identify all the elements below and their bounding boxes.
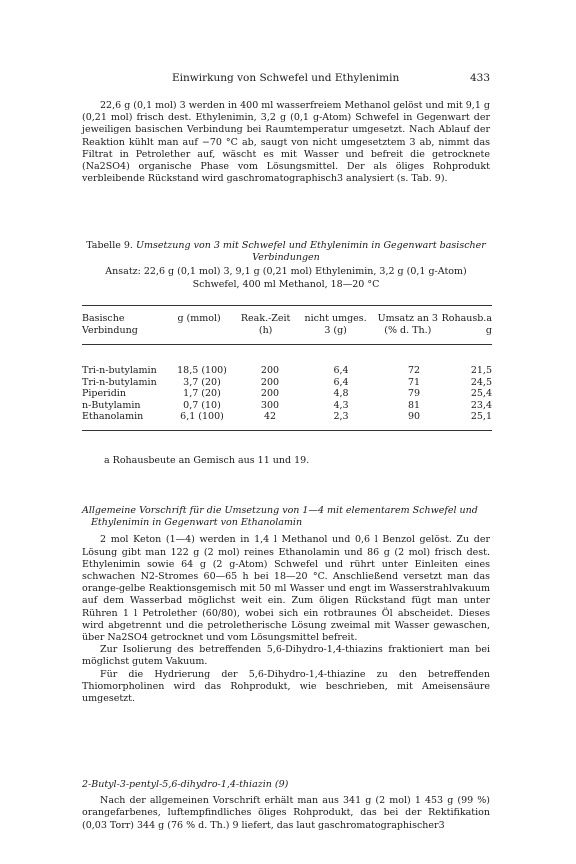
table-ansatz [82,266,490,290]
data-table [82,313,492,336]
isolation-text: Zur Isolierung des betreffenden 5,6-Dihydro-1,4-thiazins fraktioniert man bei möglichst gutem Vakuum. [82,644,490,668]
table-cell: 4,3 [333,399,349,411]
table-cell: 18,5 (100) [177,365,227,376]
section-heading-line-1: Allgemeine Vorschrift für die Umsetzung von 1—4 mit elementarem Schwefel und [82,505,478,516]
table-cell: 25,1 [470,411,492,423]
table-cell: 81 [407,399,421,411]
table-header-row [82,313,492,325]
table-footnote: a Rohausbeute an Gemisch aus 11 und 19. [104,455,310,466]
section-compound-9 [82,779,490,832]
table-label: Tabelle 9. [86,240,133,251]
table-rule-bottom [82,430,492,431]
table-header-cell: 3 (g) [324,324,347,336]
table-cell: Ethanolamin [82,411,144,423]
table-header-cell: nicht umges. [304,313,367,324]
ansatz-line-2: Schwefel, 400 ml Methanol, 18—20 °C [192,278,380,290]
compound-text: Nach der allgemeinen Vorschrift erhält man aus 341 g (2 mol) 1 453 g (99 %) orangefarbenes, luftempfindliches öliges Rohprodukt, das bei der Rektifikation (0,03 Torr) 344 g (76 % d. Th.) 9 liefert, das laut gaschromatographischer3 [82,795,490,831]
table-cell: 300 [260,399,280,411]
table-cell: Piperidin [82,388,126,400]
table-row [82,377,492,389]
table-cell: 200 [260,388,280,400]
table-title: Umsetzung von 3 mit Schwefel und Ethylenimin in Gegenwart basischer Verbindungen [135,240,486,264]
section-heading-line-2: Ethylenimin in Gegenwart von Ethanolamin [91,517,303,529]
data-table-body [82,365,492,423]
table-header-cell [164,325,234,337]
table-header-cell: Umsatz an 3 [377,313,438,324]
table-cell: 200 [260,376,280,388]
table-cell: n-Butylamin [82,399,141,411]
table-header-cell: Basische [82,313,125,324]
table-rule-top [82,305,492,306]
table-cell: 79 [407,388,421,400]
table-cell: 24,5 [470,376,492,388]
table-cell: 6,4 [333,365,349,376]
intro-paragraph [82,100,490,185]
running-title: Einwirkung von Schwefel und Ethylenimin [172,72,400,84]
table-cell: 42 [263,411,277,423]
table-cell: 3,7 (20) [183,376,221,388]
table-cell: 25,4 [470,388,492,400]
table-cell: 6,1 (100) [180,411,224,423]
page-number: 433 [469,72,490,84]
intro-text: 22,6 g (0,1 mol) 3 werden in 400 ml wasserfreiem Methanol gelöst und mit 9,1 g (0,21 mol) frisch dest. Ethylenimin, 3,2 g (0,1 g-Atom) Schwefel in Gegenwart der jeweiligen basischen Verbindung bei Raumtemperatur umgesetzt. Nach Ablauf der Reaktion kühlt man auf −70 °C ab, saugt von nicht umgesetztem 3 ab, nimmt das Filtrat in Petrolether auf, wäscht es mit Wasser und befreit die getrocknete (Na2SO4) organische Phase vom Lösungsmittel. Der als öliges Rohprodukt verbleibende Rückstand wird gaschromatographisch3 analysiert (s. Tab. 9). [82,100,490,185]
section-general [82,505,490,705]
table-cell: 71 [407,376,421,388]
table-cell: 1,7 (20) [183,388,221,400]
section-heading-general [82,505,490,529]
table-cell: 72 [407,365,421,376]
table-header-row [82,325,492,337]
table-cell: 90 [407,411,421,423]
table-header-cell: (% d. Th.) [384,324,432,336]
table-cell: 4,8 [333,388,349,400]
table-header-cell: Rohausb.a [441,313,492,324]
table-caption-text [82,240,490,264]
ansatz-line-1: Ansatz: 22,6 g (0,1 mol) 3, 9,1 g (0,21 mol) Ethylenimin, 3,2 g (0,1 g-Atom) [105,266,467,278]
table-row [82,400,492,412]
table-cell: 2,3 [333,411,349,423]
table-row [82,365,492,377]
table-header-cell: Reak.-Zeit [240,313,291,324]
compound-heading: 2-Butyl-3-pentyl-5,6-dihydro-1,4-thiazin (9) [82,779,289,790]
table-cell: 0,7 (10) [183,399,221,411]
table-row [82,388,492,400]
table-cell: 21,5 [470,365,492,376]
table-rule-mid [82,344,492,345]
table-cell: Tri-n-butylamin [82,365,157,376]
table-caption [82,240,490,291]
general-procedure-text: 2 mol Keton (1—4) werden in 1,4 l Methanol und 0,6 l Benzol gelöst. Zu der Lösung gibt man 122 g (2 mol) reines Ethanolamin und 86 g (2 mol) frisch dest. Ethylenimin sowie 64 g (2 g-Atom) Schwefel und rührt unter Einleiten eines schwachen N2-Stromes 60—65 h bei 18—20 °C. Anschließend versetzt man das orange-gelbe Reaktionsgemisch mit 50 ml Wasser und engt im Wasserstrahlvakuum auf dem Wasserbad möglichst weit ein. Zum öligen Rückstand fügt man unter Rühren 1 l Petrolether (60/80), wobei sich ein rotbraunes Öl abscheidet. Dieses wird abgetrennt und die petroletherische Lösung zweimal mit Wasser gewaschen, über Na2SO4 getrocknet und vom Lösungsmittel befreit. [82,534,490,644]
table-row [82,411,492,423]
table-header-cell: g (mmol) [177,313,221,324]
table-cell: 23,4 [470,399,492,411]
table-cell: 6,4 [333,376,349,388]
table-header-cell: g [485,324,492,336]
table-header-cell: Verbindung [82,324,138,336]
hydrogenation-text: Für die Hydrierung der 5,6-Dihydro-1,4-thiazine zu den betreffenden Thiomorpholinen wird das Rohprodukt, wie beschrieben, mit Ameisensäure umgesetzt. [82,668,490,705]
table-header-cell: (h) [258,324,273,336]
table-cell: 200 [260,365,280,376]
table-cell: Tri-n-butylamin [82,376,157,388]
